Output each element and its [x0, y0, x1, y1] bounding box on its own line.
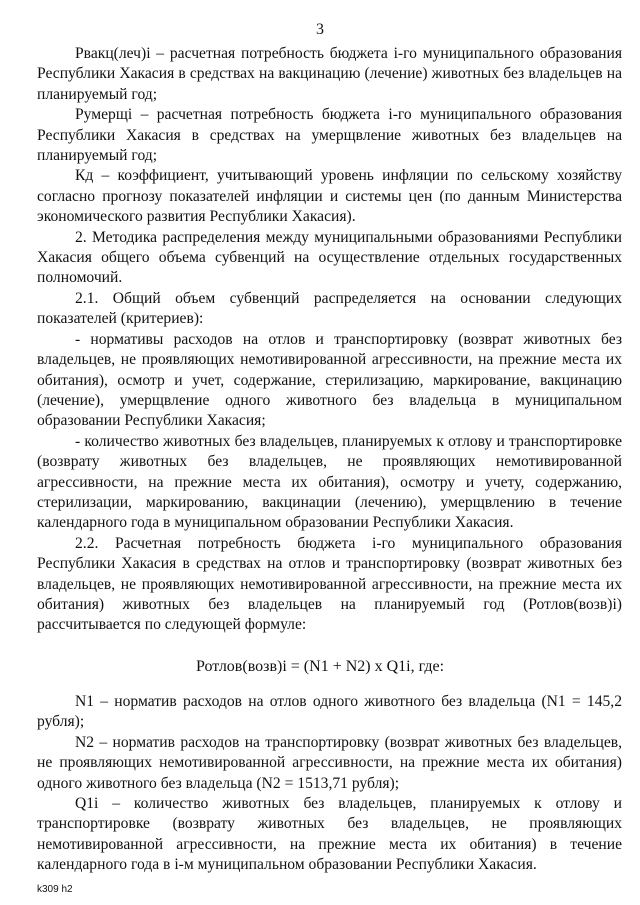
formula: Ротлов(возв)i = (N1 + N2) x Q1i, где:: [195, 658, 445, 675]
paragraph: 2. Методика распределения между муниципальными образованиями Республики Хакасия общего объема субвенций на осуществление отдельных государственных полномочий.: [37, 228, 622, 287]
paragraph: 2.2. Расчетная потребность бюджета i-го муниципального образования Республики Хакасия в средствах на отлов и транспортировку (возврат животных без владельцев, не проявляющих немотивированной агрессивности, на прежние места их обитания) животных без владельцев на планируемый год (Ротлов(возв)i) рассчитывается по следующей формуле:: [37, 534, 622, 634]
definition-item: N2 – норматив расходов на транспортировку (возврат животных без владельцев, не проявляющих немотивированной агрессивности, на прежние места их обитания) одного животного без владельца (N2 = 1513,71 рубля);: [37, 733, 622, 792]
definition-item: Q1i – количество животных без владельцев, планируемых к отлову и транспортировке (возврату животных без владельцев, не проявляющих немотивированной агрессивности, на прежние места их обитания) в течение календарного года в i-м муниципальном образовании Республики Хакасия.: [37, 795, 622, 874]
document-body-top: [37, 44, 622, 636]
footer-code: k309 h2: [37, 884, 73, 895]
definition-item: N1 – норматив расходов на отлов одного животного без владельца (N1 = 145,2 рубля);: [37, 693, 622, 731]
page-number: 3: [316, 21, 324, 38]
list-item: - нормативы расходов на отлов и транспортировку (возврат животных без владельцев, не проявляющих немотивированной агрессивности, на прежние места их обитания), осмотр и учет, содержание, стерилизацию, маркирование, вакцинацию (лечение), умерщвление одного животного без владельца в муниципальном образовании Республики Хакасия;: [37, 330, 622, 430]
paragraph: Кд – коэффициент, учитывающий уровень инфляции по сельскому хозяйству согласно прогнозу показателей инфляции и системы цен (по данным Министерства экономического развития Республики Хакасия).: [37, 167, 622, 226]
paragraph: Румерщi – расчетная потребность бюджета i-го муниципального образования Республики Хакасия в средствах на умерщвление животных без владельцев на планируемый год;: [37, 106, 622, 165]
list-item: - количество животных без владельцев, планируемых к отлову и транспортировке (возврату животных без владельцев, не проявляющих немотивированной агрессивности, на прежние места их обитания), осмотру и учету, содержанию, стерилизации, маркированию, вакцинации (лечению), умерщвлению в течение календарного года в муниципальном образовании Республики Хакасия.: [37, 432, 622, 532]
document-body-bottom: [37, 692, 622, 876]
paragraph: Рвакц(леч)i – расчетная потребность бюджета i-го муниципального образования Республики Хакасия в средствах на вакцинацию (лечение) животных без владельцев на планируемый год;: [37, 45, 622, 103]
paragraph: 2.1. Общий объем субвенций распределяется на основании следующих показателей (критериев):: [37, 289, 622, 328]
